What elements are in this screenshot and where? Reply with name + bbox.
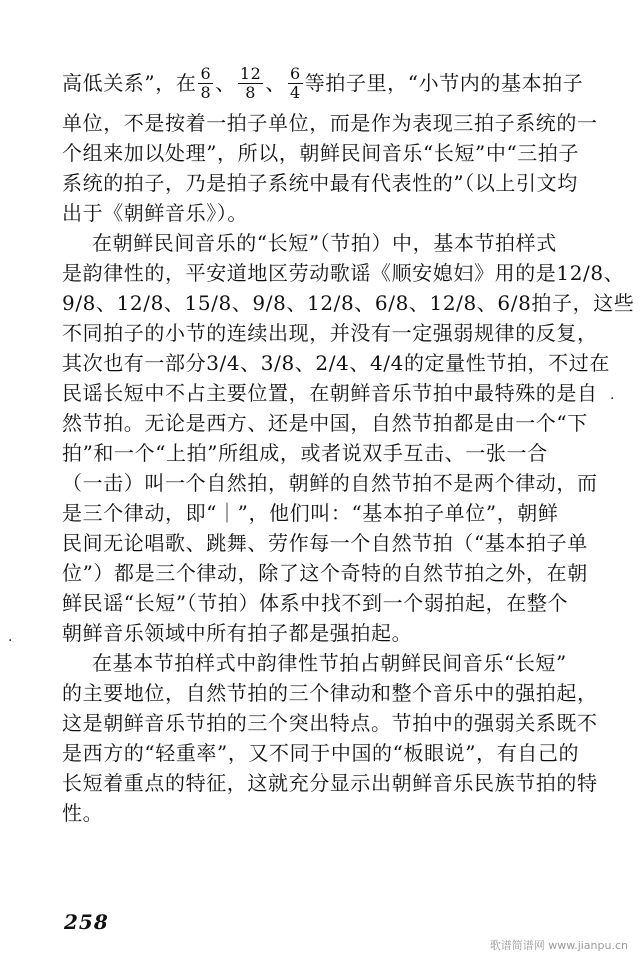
watermark: 歌谱简谱网 www.jianpu.cn xyxy=(489,939,628,952)
text-line: 是三个律动，即“｜”，他们叫：“基本拍子单位”，朝鲜 xyxy=(62,501,559,525)
margin-dot: · xyxy=(610,391,615,407)
text-line: 系统的拍子，乃是拍子系统中最有代表性的”（以上引文均 xyxy=(62,171,578,195)
text-line: 单位，不是按着一拍子单位，而是作为表现三拍子系统的一 xyxy=(62,111,598,135)
text-line: 拍”和一个“上拍”所组成，或者说双手互击、一张一合 xyxy=(62,441,548,465)
page-number: 258 xyxy=(64,910,109,934)
text-line: 这是朝鲜音乐节拍的三个突出特点。节拍中的强弱关系既不 xyxy=(62,711,598,735)
text-line: 长短着重点的特征，这就充分显示出朝鲜音乐民族节拍的特 xyxy=(62,771,598,795)
margin-dot: · xyxy=(8,633,13,649)
fraction-6-8: $\frac{6}{8}$ xyxy=(200,63,212,102)
text-line: 鲜民谣“长短”（节拍）体系中找不到一个弱拍起，在整个 xyxy=(62,591,569,615)
text-line: 不同拍子的小节的连续出现，并没有一定强弱规律的反复， xyxy=(62,321,598,345)
fraction-12-8: $\frac{12}{8}$ xyxy=(239,63,262,102)
paragraph-start: 在基本节拍样式中韵律性节拍占朝鲜民间音乐“长短” xyxy=(92,651,567,675)
body-text xyxy=(62,62,635,828)
text-line-1 xyxy=(62,62,607,104)
separator: 、 xyxy=(265,71,286,95)
text-line: 民谣长短中不占主要位置，在朝鲜音乐节拍中最特殊的是自 xyxy=(62,381,598,405)
paragraph-start: 在朝鲜民间音乐的“长短”（节拍）中，基本节拍样式 xyxy=(92,231,557,255)
text-segment: 高低关系”，在 xyxy=(62,71,197,95)
text-line: 个组来加以处理”，所以，朝鲜民间音乐“长短”中“三拍子 xyxy=(62,141,580,165)
text-line: （一击）叫一个自然拍，朝鲜的自然节拍不是两个律动，而 xyxy=(62,471,598,495)
text-line: 性。 xyxy=(62,801,104,825)
text-line: 出于《朝鲜音乐》）。 xyxy=(62,201,248,225)
text-line: 是西方的“轻重率”，又不同于中国的“板眼说”，有自己的 xyxy=(62,741,580,765)
text-line: 朝鲜音乐领域中所有拍子都是强拍起。 xyxy=(62,621,413,645)
text-segment: 等拍子里，“小节内的基本拍子 xyxy=(304,71,584,95)
text-line: 的主要地位，自然节拍的三个律动和整个音乐中的强拍起， xyxy=(62,681,598,705)
text-line: 其次也有一部分3/4、3/8、2/4、4/4的定量性节拍，不过在 xyxy=(62,351,610,375)
separator: 、 xyxy=(215,71,236,95)
fraction-6-4: $\frac{6}{4}$ xyxy=(290,63,301,102)
text-line: 民间无论唱歌、跳舞、劳作每一个自然节拍（“基本拍子单 xyxy=(62,531,588,555)
text-line: 是韵律性的，平安道地区劳动歌谣《顺安媳妇》用的是12/8、 xyxy=(62,261,625,285)
text-line: 然节拍。无论是西方、还是中国，自然节拍都是由一个“下 xyxy=(62,411,588,435)
text-line: 9/8、12/8、15/8、9/8、12/8、6/8、12/8、6/8拍子，这些 xyxy=(62,291,635,315)
text-line: 位”）都是三个律动，除了这个奇特的自然节拍之外，在朝 xyxy=(62,561,588,585)
